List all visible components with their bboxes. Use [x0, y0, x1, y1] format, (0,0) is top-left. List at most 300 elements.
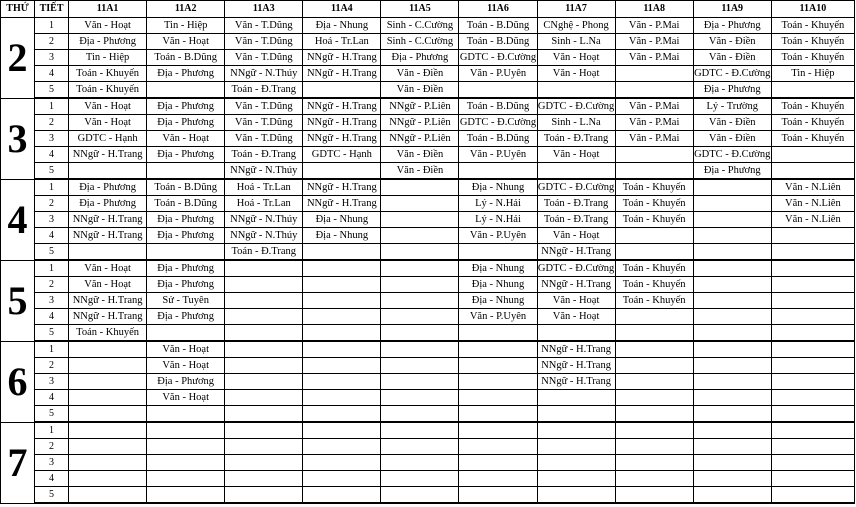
table-row	[1, 341, 855, 358]
lesson-cell: Văn - T.Dũng	[225, 34, 303, 50]
lesson-cell: Địa - Nhung	[459, 260, 537, 277]
lesson-cell	[381, 422, 459, 439]
lesson-cell: NNgữ - H.Trang	[537, 277, 615, 293]
lesson-cell	[615, 455, 693, 471]
lesson-cell	[225, 390, 303, 406]
lesson-cell	[615, 358, 693, 374]
lesson-cell	[459, 487, 537, 504]
lesson-cell	[381, 455, 459, 471]
lesson-cell: NNgữ - P.Liên	[381, 98, 459, 115]
period-number: 3	[35, 455, 69, 471]
lesson-cell: Địa - Phương	[147, 66, 225, 82]
lesson-cell	[459, 341, 537, 358]
lesson-cell	[69, 374, 147, 390]
lesson-cell: Văn - P.Uyên	[459, 228, 537, 244]
lesson-cell: Văn - P.Mai	[615, 131, 693, 147]
period-number: 4	[35, 66, 69, 82]
lesson-cell: Toán - B.Dũng	[147, 196, 225, 212]
lesson-cell: Văn - Hoạt	[147, 358, 225, 374]
lesson-cell: Văn - N.Liên	[771, 196, 854, 212]
lesson-cell	[693, 358, 771, 374]
table-row	[1, 390, 855, 406]
lesson-cell	[147, 82, 225, 99]
lesson-cell: Địa - Nhung	[303, 18, 381, 34]
lesson-cell	[147, 422, 225, 439]
lesson-cell	[303, 163, 381, 180]
lesson-cell: NNgữ - H.Trang	[69, 293, 147, 309]
lesson-cell	[225, 325, 303, 342]
lesson-cell	[537, 390, 615, 406]
lesson-cell: Văn - N.Liên	[771, 212, 854, 228]
lesson-cell: Văn - Điền	[693, 115, 771, 131]
table-row	[1, 260, 855, 277]
lesson-cell: Văn - Điền	[693, 34, 771, 50]
lesson-cell: NNgữ - H.Trang	[69, 212, 147, 228]
lesson-cell	[303, 293, 381, 309]
lesson-cell: Toán - Khuyến	[771, 34, 854, 50]
lesson-cell: Văn - Điền	[693, 50, 771, 66]
lesson-cell	[303, 277, 381, 293]
lesson-cell	[615, 163, 693, 180]
lesson-cell: Toán - Đ.Trang	[225, 147, 303, 163]
lesson-cell: Văn - Hoạt	[69, 260, 147, 277]
period-number: 2	[35, 277, 69, 293]
lesson-cell	[69, 455, 147, 471]
lesson-cell	[693, 212, 771, 228]
lesson-cell: Toán - Khuyến	[69, 82, 147, 99]
lesson-cell: Toán - Khuyến	[771, 98, 854, 115]
lesson-cell: NNgữ - H.Trang	[303, 98, 381, 115]
lesson-cell	[303, 82, 381, 99]
lesson-cell: Tin - Hiệp	[147, 18, 225, 34]
lesson-cell	[147, 406, 225, 423]
lesson-cell	[147, 455, 225, 471]
lesson-cell	[693, 179, 771, 196]
lesson-cell	[459, 439, 537, 455]
lesson-cell: Địa - Nhung	[303, 212, 381, 228]
lesson-cell: Văn - Hoạt	[147, 341, 225, 358]
lesson-cell: Văn - T.Dũng	[225, 115, 303, 131]
lesson-cell	[303, 260, 381, 277]
lesson-cell	[615, 82, 693, 99]
lesson-cell	[69, 390, 147, 406]
period-number: 1	[35, 18, 69, 34]
lesson-cell: Hoá - Tr.Lan	[225, 179, 303, 196]
lesson-cell: NNgữ - P.Liên	[381, 115, 459, 131]
lesson-cell: Lý - N.Hải	[459, 212, 537, 228]
lesson-cell	[303, 358, 381, 374]
lesson-cell	[225, 309, 303, 325]
lesson-cell	[537, 406, 615, 423]
lesson-cell: GDTC - Đ.Cường	[459, 50, 537, 66]
table-row	[1, 18, 855, 34]
lesson-cell	[225, 358, 303, 374]
lesson-cell: Lý - Trường	[693, 98, 771, 115]
table-row	[1, 471, 855, 487]
period-number: 1	[35, 98, 69, 115]
lesson-cell: GDTC - Đ.Cường	[537, 98, 615, 115]
lesson-cell	[303, 406, 381, 423]
lesson-cell: Toán - Khuyến	[615, 277, 693, 293]
lesson-cell	[381, 260, 459, 277]
lesson-cell	[381, 390, 459, 406]
lesson-cell	[147, 487, 225, 504]
table-row	[1, 179, 855, 196]
lesson-cell: Toán - Khuyến	[771, 131, 854, 147]
lesson-cell: Địa - Phương	[147, 98, 225, 115]
lesson-cell	[771, 309, 854, 325]
lesson-cell	[147, 325, 225, 342]
table-row	[1, 163, 855, 180]
lesson-cell: Văn - Hoạt	[537, 309, 615, 325]
lesson-cell: Văn - Hoạt	[537, 66, 615, 82]
lesson-cell	[693, 293, 771, 309]
lesson-cell: Địa - Phương	[147, 228, 225, 244]
table-row	[1, 196, 855, 212]
lesson-cell	[693, 439, 771, 455]
period-number: 5	[35, 325, 69, 342]
lesson-cell	[537, 82, 615, 99]
lesson-cell	[303, 455, 381, 471]
lesson-cell: Văn - Hoạt	[69, 98, 147, 115]
day-label: 6	[1, 341, 35, 422]
lesson-cell	[693, 341, 771, 358]
day-label: 7	[1, 422, 35, 503]
lesson-cell: Văn - Hoạt	[147, 390, 225, 406]
lesson-cell	[615, 341, 693, 358]
day-label: 2	[1, 18, 35, 99]
lesson-cell: Văn - Hoạt	[147, 34, 225, 50]
period-number: 4	[35, 147, 69, 163]
table-row	[1, 228, 855, 244]
lesson-cell	[615, 422, 693, 439]
lesson-cell	[771, 358, 854, 374]
lesson-cell: Toán - Đ.Trang	[537, 196, 615, 212]
lesson-cell	[225, 422, 303, 439]
lesson-cell	[693, 422, 771, 439]
lesson-cell	[69, 422, 147, 439]
table-row	[1, 309, 855, 325]
lesson-cell: Địa - Nhung	[459, 293, 537, 309]
lesson-cell: GDTC - Đ.Cường	[693, 66, 771, 82]
lesson-cell: Tin - Hiệp	[771, 66, 854, 82]
lesson-cell: CNghệ - Phong	[537, 18, 615, 34]
table-row	[1, 277, 855, 293]
lesson-cell	[615, 439, 693, 455]
lesson-cell	[771, 244, 854, 261]
lesson-cell	[771, 82, 854, 99]
lesson-cell	[537, 487, 615, 504]
lesson-cell: Toán - B.Dũng	[147, 50, 225, 66]
table-row	[1, 147, 855, 163]
lesson-cell: Toán - B.Dũng	[459, 131, 537, 147]
period-number: 5	[35, 406, 69, 423]
lesson-cell	[771, 422, 854, 439]
lesson-cell: Địa - Nhung	[459, 179, 537, 196]
lesson-cell: Tin - Hiệp	[69, 50, 147, 66]
table-row	[1, 131, 855, 147]
lesson-cell	[381, 487, 459, 504]
lesson-cell	[693, 406, 771, 423]
lesson-cell	[771, 147, 854, 163]
lesson-cell: NNgữ - H.Trang	[537, 341, 615, 358]
table-row	[1, 358, 855, 374]
lesson-cell: Văn - Điền	[381, 163, 459, 180]
lesson-cell: Địa - Phương	[147, 212, 225, 228]
lesson-cell: Văn - Điền	[381, 82, 459, 99]
lesson-cell: GDTC - Hạnh	[303, 147, 381, 163]
lesson-cell: Địa - Phương	[147, 147, 225, 163]
lesson-cell: Văn - Hoạt	[69, 277, 147, 293]
period-number: 1	[35, 341, 69, 358]
lesson-cell: GDTC - Đ.Cường	[693, 147, 771, 163]
lesson-cell: Văn - T.Dũng	[225, 50, 303, 66]
lesson-cell: Toán - Khuyến	[69, 66, 147, 82]
lesson-cell	[303, 374, 381, 390]
lesson-cell: NNgữ - N.Thúy	[225, 66, 303, 82]
lesson-cell	[537, 422, 615, 439]
lesson-cell	[771, 374, 854, 390]
lesson-cell	[771, 455, 854, 471]
lesson-cell	[147, 163, 225, 180]
period-number: 3	[35, 212, 69, 228]
period-number: 5	[35, 487, 69, 504]
lesson-cell: NNgữ - H.Trang	[303, 196, 381, 212]
lesson-cell: Hoá - Tr.Lan	[225, 196, 303, 212]
class-header: 11A5	[381, 1, 459, 18]
lesson-cell: Văn - Hoạt	[537, 228, 615, 244]
lesson-cell	[771, 390, 854, 406]
lesson-cell	[693, 374, 771, 390]
lesson-cell	[459, 244, 537, 261]
period-number: 4	[35, 471, 69, 487]
lesson-cell	[381, 244, 459, 261]
lesson-cell	[771, 163, 854, 180]
lesson-cell	[693, 309, 771, 325]
lesson-cell: Văn - P.Uyên	[459, 309, 537, 325]
lesson-cell: Địa - Phương	[381, 50, 459, 66]
lesson-cell: NNgữ - H.Trang	[303, 179, 381, 196]
lesson-cell	[225, 406, 303, 423]
lesson-cell	[693, 196, 771, 212]
lesson-cell	[693, 471, 771, 487]
period-number: 2	[35, 358, 69, 374]
period-number: 2	[35, 115, 69, 131]
lesson-cell	[537, 439, 615, 455]
lesson-cell	[225, 439, 303, 455]
lesson-cell: Toán - Đ.Trang	[537, 212, 615, 228]
lesson-cell: NNgữ - H.Trang	[537, 358, 615, 374]
lesson-cell	[771, 341, 854, 358]
class-header: 11A1	[69, 1, 147, 18]
period-number: 4	[35, 228, 69, 244]
lesson-cell: GDTC - Hạnh	[69, 131, 147, 147]
lesson-cell: Sinh - C.Cường	[381, 18, 459, 34]
lesson-cell	[537, 163, 615, 180]
day-label: 4	[1, 179, 35, 260]
lesson-cell: Văn - Hoạt	[69, 115, 147, 131]
lesson-cell	[381, 293, 459, 309]
lesson-cell	[693, 228, 771, 244]
lesson-cell	[537, 471, 615, 487]
lesson-cell: Địa - Phương	[69, 179, 147, 196]
lesson-cell	[771, 293, 854, 309]
lesson-cell	[381, 406, 459, 423]
lesson-cell: NNgữ - N.Thúy	[225, 163, 303, 180]
lesson-cell: Toán - Khuyến	[771, 115, 854, 131]
lesson-cell: Toán - B.Dũng	[459, 98, 537, 115]
lesson-cell: Sinh - L.Na	[537, 34, 615, 50]
lesson-cell: Địa - Nhung	[303, 228, 381, 244]
lesson-cell	[615, 309, 693, 325]
lesson-cell: Địa - Phương	[147, 374, 225, 390]
lesson-cell	[693, 455, 771, 471]
lesson-cell: Văn - T.Dũng	[225, 98, 303, 115]
lesson-cell: Toán - Khuyến	[771, 18, 854, 34]
lesson-cell: Toán - Khuyến	[69, 325, 147, 342]
lesson-cell	[69, 244, 147, 261]
lesson-cell	[303, 471, 381, 487]
lesson-cell: Toán - Đ.Trang	[225, 244, 303, 261]
period-number: 3	[35, 50, 69, 66]
lesson-cell	[381, 277, 459, 293]
lesson-cell	[381, 374, 459, 390]
lesson-cell	[771, 260, 854, 277]
period-number: 5	[35, 163, 69, 180]
lesson-cell: NNgữ - H.Trang	[303, 131, 381, 147]
lesson-cell: Địa - Phương	[693, 163, 771, 180]
table-row	[1, 422, 855, 439]
table-row	[1, 98, 855, 115]
lesson-cell: Văn - Hoạt	[537, 50, 615, 66]
lesson-cell: Toán - Đ.Trang	[537, 131, 615, 147]
table-row	[1, 66, 855, 82]
table-row	[1, 244, 855, 261]
lesson-cell	[381, 358, 459, 374]
lesson-cell	[303, 422, 381, 439]
table-row	[1, 487, 855, 504]
lesson-cell: Sinh - C.Cường	[381, 34, 459, 50]
lesson-cell: NNgữ - N.Thúy	[225, 212, 303, 228]
class-header: 11A9	[693, 1, 771, 18]
day-label: 3	[1, 98, 35, 179]
period-number: 2	[35, 196, 69, 212]
day-header: THỨ	[1, 1, 35, 18]
period-header: TIẾT	[35, 1, 69, 18]
class-header: 11A8	[615, 1, 693, 18]
period-number: 1	[35, 422, 69, 439]
lesson-cell	[615, 374, 693, 390]
lesson-cell	[615, 471, 693, 487]
lesson-cell	[693, 277, 771, 293]
period-number: 5	[35, 244, 69, 261]
table-row	[1, 34, 855, 50]
lesson-cell	[225, 374, 303, 390]
lesson-cell	[615, 487, 693, 504]
lesson-cell	[225, 293, 303, 309]
lesson-cell: Văn - Hoạt	[69, 18, 147, 34]
lesson-cell	[771, 471, 854, 487]
lesson-cell: Toán - Khuyến	[615, 179, 693, 196]
lesson-cell: Văn - P.Mai	[615, 34, 693, 50]
lesson-cell	[459, 358, 537, 374]
lesson-cell	[381, 309, 459, 325]
lesson-cell	[303, 487, 381, 504]
lesson-cell	[615, 244, 693, 261]
lesson-cell: Toán - B.Dũng	[459, 34, 537, 50]
lesson-cell	[615, 406, 693, 423]
lesson-cell: Toán - Khuyến	[615, 260, 693, 277]
period-number: 4	[35, 309, 69, 325]
class-header: 11A7	[537, 1, 615, 18]
period-number: 3	[35, 374, 69, 390]
lesson-cell	[303, 439, 381, 455]
lesson-cell	[459, 82, 537, 99]
lesson-cell	[381, 341, 459, 358]
lesson-cell: Văn - P.Mai	[615, 98, 693, 115]
class-header: 11A10	[771, 1, 854, 18]
lesson-cell: NNgữ - H.Trang	[303, 115, 381, 131]
lesson-cell: NNgữ - H.Trang	[303, 50, 381, 66]
lesson-cell: Văn - P.Mai	[615, 115, 693, 131]
lesson-cell: Văn - P.Uyên	[459, 66, 537, 82]
lesson-cell	[303, 390, 381, 406]
lesson-cell	[693, 487, 771, 504]
lesson-cell: Toán - B.Dũng	[459, 18, 537, 34]
lesson-cell: Địa - Phương	[693, 18, 771, 34]
lesson-cell: Địa - Phương	[69, 196, 147, 212]
lesson-cell: Văn - T.Dũng	[225, 131, 303, 147]
lesson-cell: Toán - Đ.Trang	[225, 82, 303, 99]
table-row	[1, 212, 855, 228]
lesson-cell	[615, 228, 693, 244]
period-number: 2	[35, 439, 69, 455]
table-row	[1, 374, 855, 390]
lesson-cell: Địa - Phương	[147, 115, 225, 131]
lesson-cell: Văn - N.Liên	[771, 179, 854, 196]
lesson-cell	[771, 487, 854, 504]
day-label: 5	[1, 260, 35, 341]
lesson-cell	[459, 406, 537, 423]
lesson-cell: Văn - T.Dũng	[225, 18, 303, 34]
lesson-cell: GDTC - Đ.Cường	[537, 179, 615, 196]
lesson-cell	[615, 390, 693, 406]
period-number: 3	[35, 131, 69, 147]
lesson-cell: Địa - Phương	[147, 260, 225, 277]
lesson-cell	[381, 439, 459, 455]
lesson-cell	[459, 163, 537, 180]
lesson-cell	[303, 325, 381, 342]
lesson-cell	[693, 244, 771, 261]
lesson-cell	[381, 325, 459, 342]
lesson-cell	[69, 163, 147, 180]
table-row	[1, 325, 855, 342]
lesson-cell: Văn - Điền	[381, 66, 459, 82]
lesson-cell	[615, 66, 693, 82]
lesson-cell	[693, 260, 771, 277]
lesson-cell	[693, 390, 771, 406]
lesson-cell: GDTC - Đ.Cường	[459, 115, 537, 131]
lesson-cell: GDTC - Đ.Cường	[537, 260, 615, 277]
lesson-cell	[537, 455, 615, 471]
lesson-cell: Địa - Nhung	[459, 277, 537, 293]
lesson-cell: NNgữ - H.Trang	[537, 244, 615, 261]
table-row	[1, 455, 855, 471]
lesson-cell	[459, 422, 537, 439]
lesson-cell: NNgữ - P.Liên	[381, 131, 459, 147]
table-row	[1, 82, 855, 99]
lesson-cell: Văn - P.Mai	[615, 18, 693, 34]
